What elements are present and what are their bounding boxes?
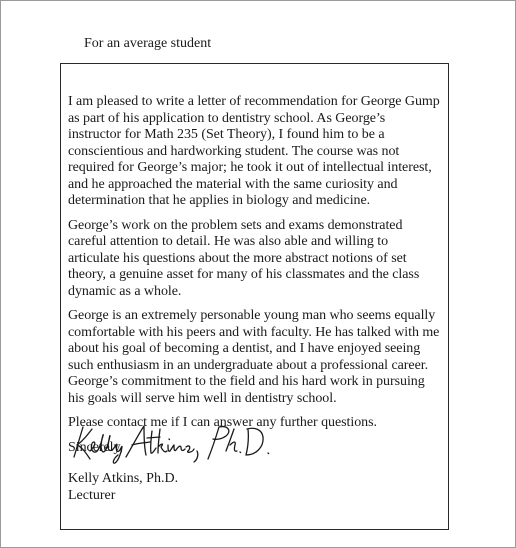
paragraph-contact: Please contact me if I can answer any further questions. xyxy=(68,415,377,430)
page-heading: For an average student xyxy=(84,36,212,51)
paragraph-personality: George is an extremely personable young man who seems equally comfortable with his peers and with faculty. He has talked with me about his goal of becoming a dentist, and I have enjoyed seeing such enthusiasm in an undergraduate about a professional career. George’s commitment to the field and his hard work in pursuing his goals will serve him well in dentistry school. xyxy=(68,308,440,406)
paragraph-intro: I am pleased to write a letter of recommendation for George Gump as part of his application to dentistry school. As George’s instructor for Math 235 (Set Theory), I found him to be a conscientious and hardworking student. The course was not required for George’s major; he took it out of intellectual interest, and he approached the material with the same curiosity and determination that he applies in biology and medicine. xyxy=(68,94,440,208)
signer-name: Kelly Atkins, Ph.D. xyxy=(68,471,179,486)
closing: Sincerely, xyxy=(68,439,123,455)
paragraph-work: George’s work on the problem sets and exams demonstrated careful attention to detail. He was also able and willing to articulate his questions about the more abstract notions of set theory, a genuine asset for many of his classmates and the class dynamic as a whole. xyxy=(68,217,420,299)
letter-body xyxy=(68,94,440,464)
handwritten-signature xyxy=(68,421,278,465)
signer-block xyxy=(68,471,178,504)
letter-box xyxy=(60,63,449,530)
signer-title: Lecturer xyxy=(68,487,116,503)
